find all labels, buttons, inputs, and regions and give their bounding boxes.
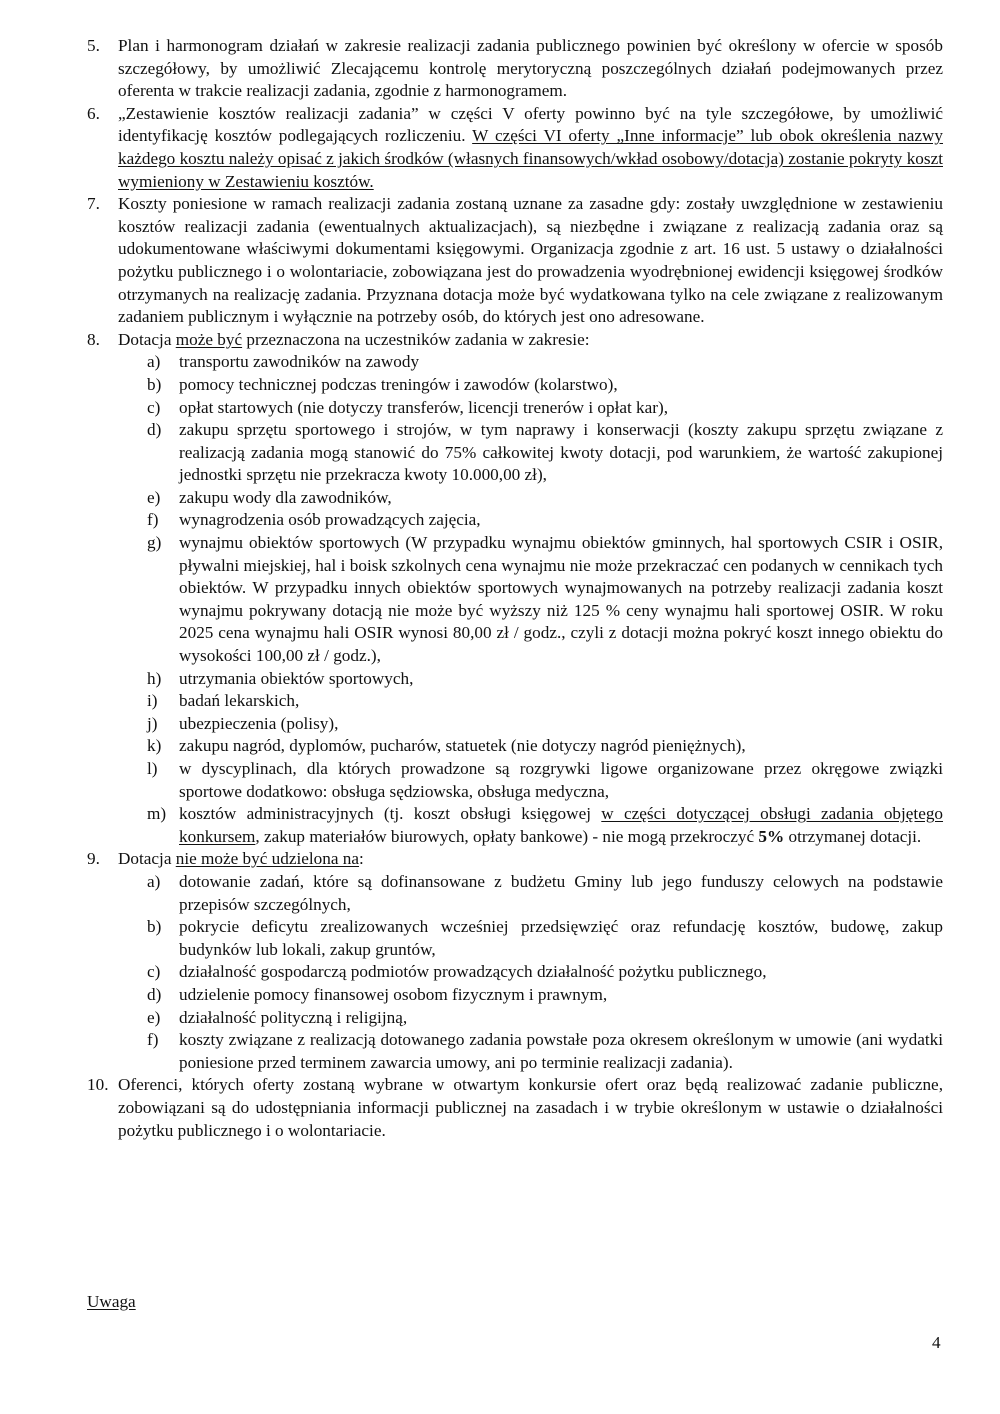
sublist-item	[147, 984, 943, 1007]
sublist-text-underlined: w części dotyczącej obsługi zadania objętego konkursem	[179, 804, 944, 846]
sublist-item	[147, 1007, 943, 1030]
note-heading-text: Uwaga	[87, 1292, 136, 1311]
sublist-letter: d)	[147, 420, 162, 440]
sublist-text: opłat startowych (nie dotyczy transferów, licencji trenerów i opłat kar),	[179, 397, 669, 417]
item-text-underlined: W części VI oferty „Inne informacje” lub obok określenia nazwy każdego kosztu należy opisać z jakich środków (własnych finansowych/wkład osobowy/dotacja) zostanie pokryty koszt wymieniony w Zestawieniu kosztów.	[118, 126, 943, 191]
sublist-text: badań lekarskich,	[179, 691, 300, 711]
numbered-list	[87, 35, 943, 1142]
item-text: Dotacja	[118, 329, 176, 349]
sublist-text: transportu zawodników na zawody	[179, 352, 420, 372]
sublist-letter: b)	[147, 374, 162, 394]
sublist-item	[147, 1029, 943, 1074]
item-text: Plan i harmonogram działań w zakresie realizacji zadania publicznego powinien być określony w ofercie w sposób szczegółowy, by umożliwić Zlecającemu kontrolę merytoryczną poszczególnych działań podejmowanych przez oferenta w trakcie realizacji zadania, zgodnie z harmonogramem.	[118, 36, 943, 101]
sublist-text: zakupu nagród, dyplomów, pucharów, statuetek (nie dotyczy nagród pieniężnych),	[179, 736, 746, 756]
sublist-item	[147, 961, 943, 984]
sublist-text: dotowanie zadań, które są dofinansowane z budżetu Gminy lub jego funduszy celowych na podstawie przepisów szczególnych,	[179, 871, 943, 914]
item-number: 6.	[87, 103, 100, 123]
page-number: 4	[932, 1333, 941, 1352]
list-item-10	[87, 1074, 943, 1142]
sublist-text: pomocy technicznej podczas treningów i zawodów (kolarstwo),	[179, 374, 618, 394]
sublist-letter: l)	[147, 759, 158, 778]
sublist-text: działalność gospodarczą podmiotów prowadzących działalność pożytku publicznego,	[179, 962, 767, 982]
sublist-letter: f)	[147, 510, 159, 530]
sublist-letter: a)	[147, 352, 161, 372]
sublist-letter: i)	[147, 691, 158, 711]
item-text-underlined: nie może być udzielona na	[175, 849, 360, 869]
item-number: 5.	[87, 36, 100, 55]
sublist-letter: c)	[147, 962, 161, 982]
item-text: Koszty poniesione w ramach realizacji zadania zostaną uznane za zasadne gdy: zostały uwzględnione w zestawieniu kosztów realizacji zadania (ewentualnych aktualizacjach), są niezbędne i związane z realizacją zadania oraz są udokumentowane właściwymi dokumentami księgowymi. Organizacja zgodnie z art. 16 ust. 5 ustawy o działalności pożytku publicznego i o wolontariacie, zobowiązana jest do prowadzenia wyodrębnionej ewidencji księgowej środków otrzymanych na realizację zadania. Przyznana dotacja może być wydatkowana tylko na cele związane z realizowanym zadaniem publicznym i wyłącznie na potrzeby osób, do których jest ono adresowane.	[118, 194, 943, 327]
item-number: 10.	[87, 1075, 109, 1095]
sublist-item	[147, 803, 944, 848]
sublist-item	[147, 374, 943, 397]
item-text: „Zestawienie kosztów realizacji zadania” w części V oferty powinno być na tyle szczegółowe, by umożliwić identyfikację kosztów podlegających rozliczeniu.	[118, 103, 943, 146]
sublist-text: otrzymanej dotacji.	[784, 826, 922, 846]
sublist-text: udzielenie pomocy finansowej osobom fizycznym i prawnym,	[179, 984, 608, 1004]
sublist-text: w dyscyplinach, dla których prowadzone są rozgrywki ligowe organizowane przez okręgowe związki sportowe dodatkowo: obsługa sędziowska, obsługa medyczna,	[179, 759, 943, 801]
sublist-text: ubezpieczenia (polisy),	[179, 713, 339, 733]
sublist-text: zakupu wody dla zawodników,	[179, 487, 392, 507]
sublist-text: działalność polityczną i religijną,	[179, 1007, 408, 1027]
sublist-text: wynajmu obiektów sportowych (W przypadku wynajmu obiektów gminnych, hal sportowych CSIR i OSIR, pływalni miejskiej, hal i boisk szkolnych cena wynajmu nie może przekraczać cen podanych w cennikach tych obiektów. W przypadku innych obiektów sportowych wynajmowanych na potrzeby realizacji zadania koszt wynajmu pokrywany dotacją nie może być wyższy niż 125 % ceny wynajmu hali sportowej OSIR. W roku 2025 cena wynajmu hali OSIR wynosi 80,00 zł / godz., czyli z dotacji można pokryć koszt innego obiektu do wysokości 100,00 zł / godz.),	[179, 533, 943, 666]
sublist-letter: f)	[147, 1030, 159, 1050]
sublist-item	[147, 351, 943, 374]
sublist-letter: m)	[147, 804, 167, 824]
sublist-letter: e)	[147, 487, 161, 507]
sublist-item	[147, 713, 943, 736]
sublist-item	[147, 690, 943, 713]
sublist-item	[147, 916, 943, 961]
sublist-item	[147, 532, 943, 668]
sublist-letter: k)	[147, 736, 162, 756]
sublist-text-bold: 5%	[758, 826, 785, 846]
sublist-item	[147, 397, 943, 420]
sublist-letter: e)	[147, 1007, 161, 1027]
item-text: Oferenci, których oferty zostaną wybrane w otwartym konkursie ofert oraz będą realizować zadanie publiczne, zobowiązani są do udostępniania informacji publicznej na zasadach i w trybie określonym w ustawie o działalności pożytku publicznego i o wolontariacie.	[118, 1075, 943, 1140]
list-item-7	[87, 193, 943, 329]
sublist-letter: b)	[147, 917, 162, 937]
sublist-item	[147, 487, 943, 510]
item-number: 7.	[87, 194, 100, 214]
sublist-item	[147, 871, 943, 916]
sublist-letter: a)	[147, 871, 161, 891]
item-number: 9.	[87, 849, 100, 869]
sublist-letter: d)	[147, 984, 162, 1004]
sublist-text: pokrycie deficytu zrealizowanych wcześniej przedsięwzięć oraz refundację kosztów, budowę, zakup budynków lub lokali, zakup gruntów,	[179, 917, 943, 959]
sublist-text: koszty związane z realizacją dotowanego zadania powstałe poza okresem określonym w umowie (ani wydatki poniesione przed terminem zawarcia umowy, ani po terminie realizacji zadania).	[179, 1030, 943, 1072]
sublist-letter: h)	[147, 668, 162, 688]
item-text-underlined: może być	[175, 329, 243, 349]
list-item-9	[87, 848, 943, 871]
list-item-5	[87, 35, 943, 103]
sublist-text: kosztów administracyjnych (tj. koszt obsługi księgowej	[179, 804, 602, 824]
list-item-8	[87, 329, 943, 352]
sublist-item	[147, 668, 943, 691]
item-text: Dotacja	[118, 849, 176, 869]
sublist-text: utrzymania obiektów sportowych,	[179, 668, 414, 688]
list-item-6	[87, 103, 943, 193]
sublist-text: wynagrodzenia osób prowadzących zajęcia,	[179, 510, 481, 530]
sublist-8	[87, 351, 943, 848]
sublist-text: zakupu sprzętu sportowego i strojów, w tym naprawy i konserwacji (koszty zakupu sprzętu związane z realizacją zadania mogą stanowić do 75% całkowitej kwoty dotacji, pod warunkiem, że wartość zakupionej jednostki sprzętu nie przekracza kwoty 10.000,00 zł),	[179, 420, 943, 485]
sublist-letter: g)	[147, 533, 162, 553]
sublist-item	[147, 735, 943, 758]
item-text: przeznaczona na uczestników zadania w zakresie:	[242, 329, 590, 349]
sublist-item	[147, 758, 943, 803]
sublist-item	[147, 509, 943, 532]
sublist-9	[87, 871, 943, 1074]
sublist-letter: c)	[147, 397, 161, 417]
item-number: 8.	[87, 329, 100, 349]
item-text: :	[359, 849, 364, 869]
note-heading	[87, 1291, 136, 1314]
sublist-text: , zakup materiałów biurowych, opłaty bankowe) - nie mogą przekroczyć	[255, 826, 759, 846]
sublist-letter: j)	[147, 713, 158, 733]
sublist-item	[147, 419, 943, 487]
